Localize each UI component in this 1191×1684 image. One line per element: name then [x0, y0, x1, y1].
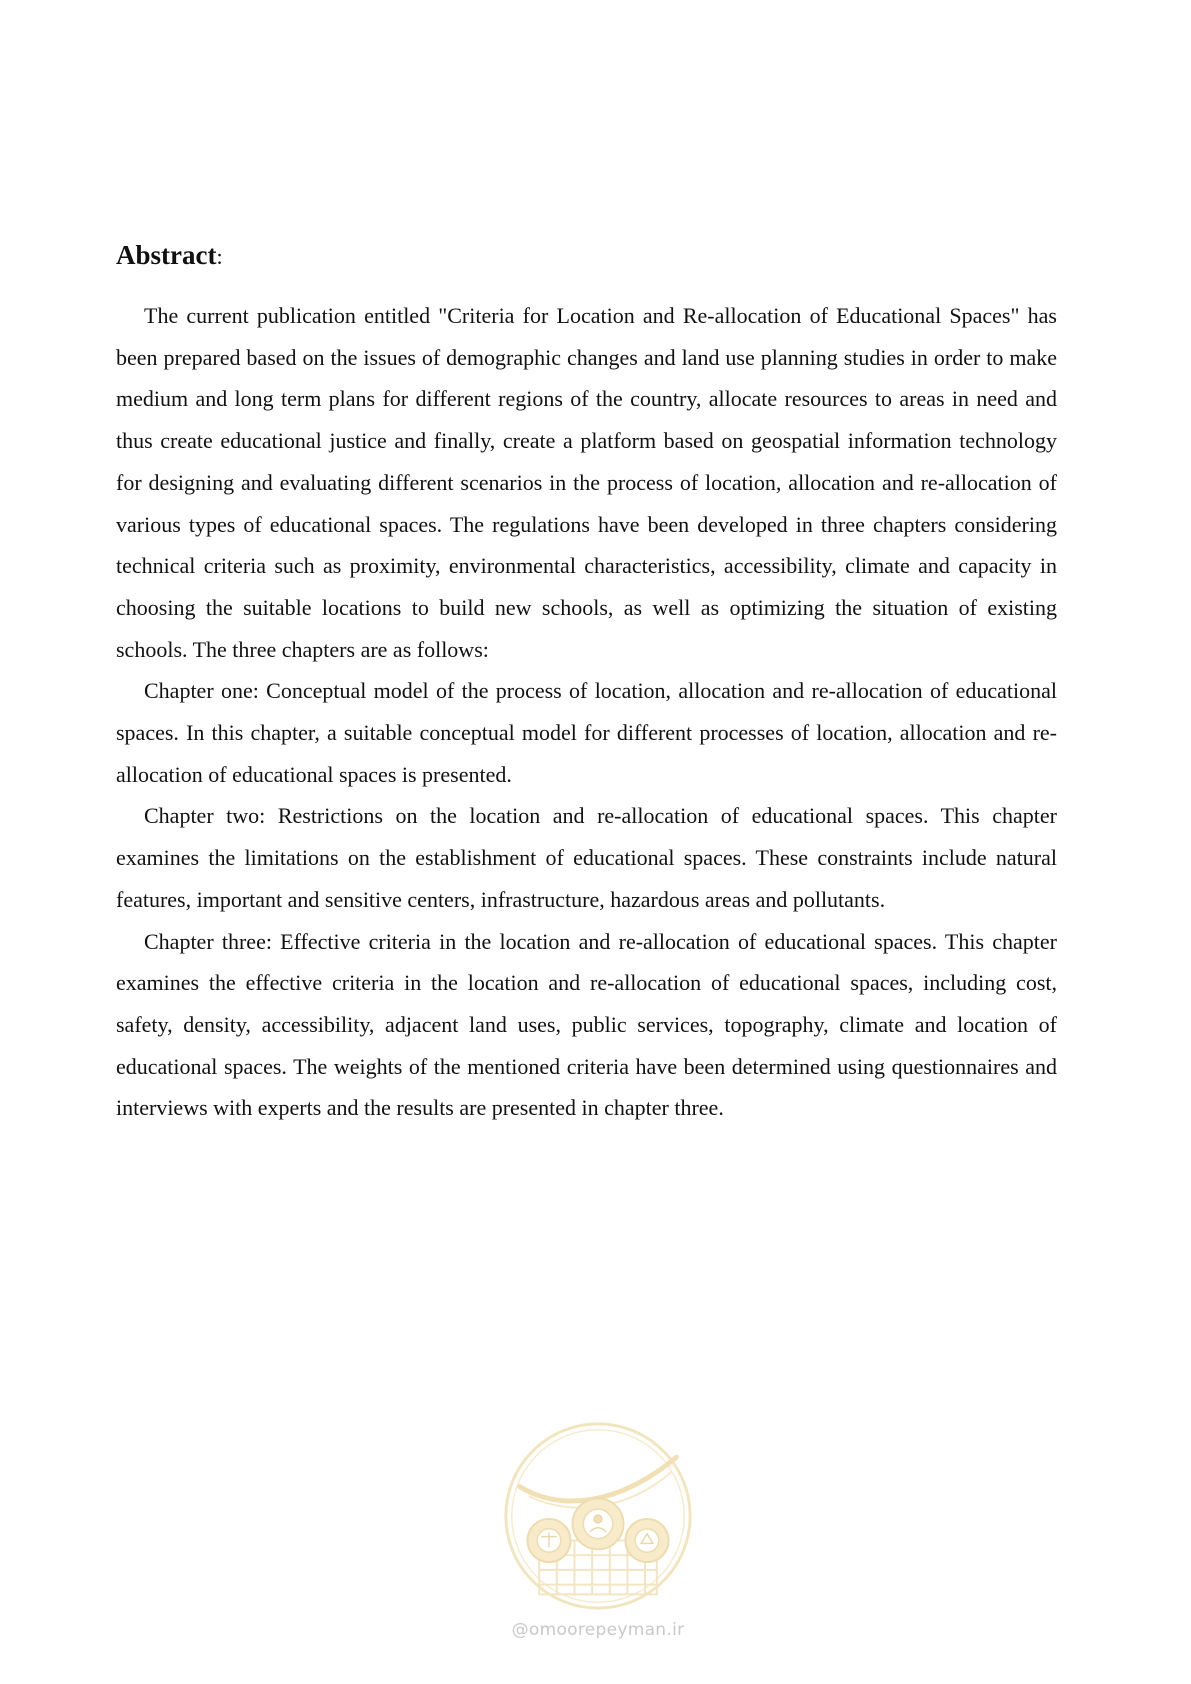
- abstract-paragraph-chapter-two: Chapter two: Restrictions on the location and re-allocation of educational spaces. This chapter examines the limitations on the establishment of educational spaces. These constraints include natural features, important and sensitive centers, infrastructure, hazardous areas and pollutants.: [116, 803, 1057, 912]
- abstract-body: [116, 295, 1057, 1129]
- abstract-heading: [116, 240, 223, 271]
- watermark-handle: @omoorepeyman.ir: [511, 1620, 685, 1640]
- abstract-heading-text: Abstract: [116, 240, 217, 270]
- abstract-paragraph-chapter-one: Chapter one: Conceptual model of the process of location, allocation and re-allocation of educational spaces. In this chapter, a suitable conceptual model for different processes of location, allocation and re-allocation of educational spaces is presented.: [116, 678, 1057, 787]
- abstract-paragraph-intro: The current publication entitled "Criteria for Location and Re-allocation of Educational Spaces" has been prepared based on the issues of demographic changes and land use planning studies in order to make medium and long term plans for different regions of the country, allocate resources to areas in need and thus create educational justice and finally, create a platform based on geospatial information technology for designing and evaluating different scenarios in the process of location, allocation and re-allocation of various types of educational spaces. The regulations have been developed in three chapters considering technical criteria such as proximity, environmental characteristics, accessibility, climate and capacity in choosing the suitable locations to build new schools, as well as optimizing the situation of existing schools. The three chapters are as follows:: [116, 303, 1057, 662]
- omoorepeyman-logo-icon: [500, 1418, 696, 1614]
- abstract-paragraph-chapter-three: Chapter three: Effective criteria in the location and re-allocation of educational spaces. This chapter examines the effective criteria in the location and re-allocation of educational spaces, including cost, safety, density, accessibility, adjacent land uses, public services, topography, climate and location of educational spaces. The weights of the mentioned criteria have been determined using questionnaires and interviews with experts and the results are presented in chapter three.: [116, 928, 1057, 1121]
- abstract-heading-colon: :: [216, 244, 223, 269]
